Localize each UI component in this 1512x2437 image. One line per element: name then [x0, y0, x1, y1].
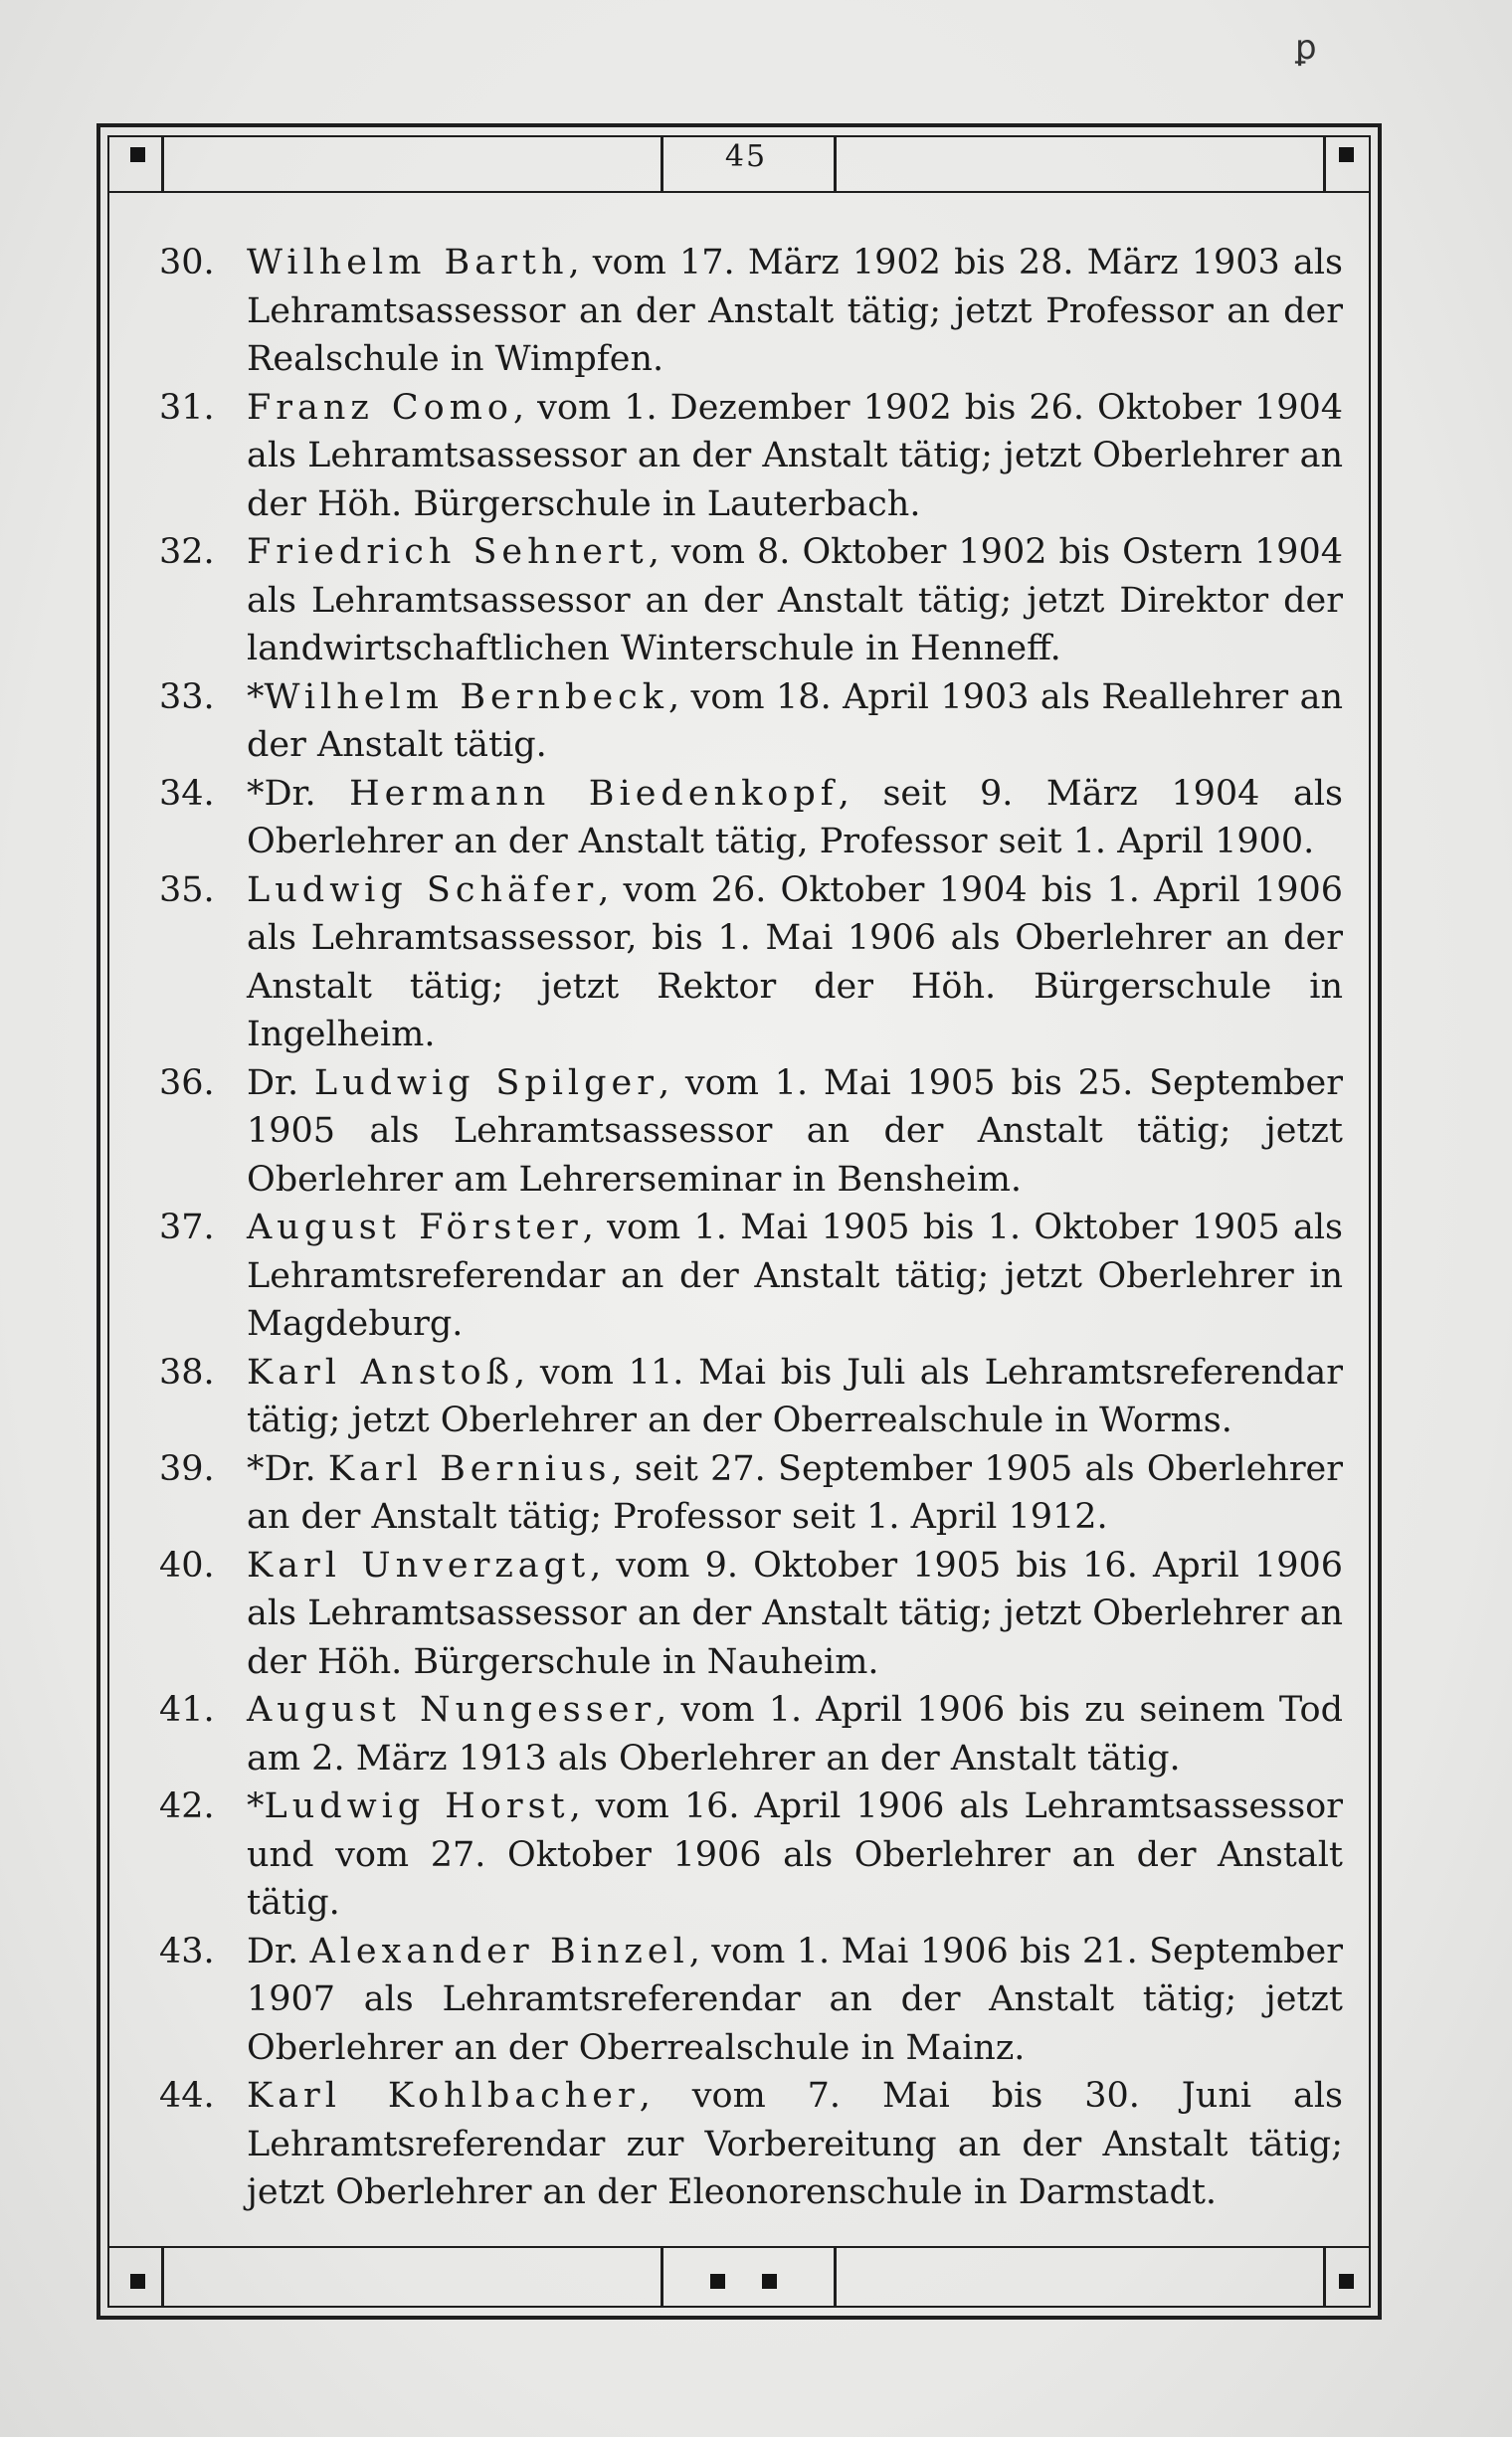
- entry-name: Wilhelm Bernbeck: [264, 676, 668, 717]
- entry-details: , vom 9. Oktober 1905 bis 16. April 1906 als Lehramtsassessor an der Anstalt tätig; jetzt Oberlehrer an der Höh. Bürgerschule in Nauheim.: [247, 1545, 1343, 1682]
- entry-text: [247, 1686, 1343, 1782]
- entry-text: [247, 1059, 1343, 1205]
- entry-name: Karl Kohlbacher: [247, 2076, 640, 2116]
- entry-text: [247, 673, 1343, 770]
- entry-details: , vom 1. Mai 1906 bis 21. September 1907 als Lehramtsreferendar an der Anstalt tätig; jetzt Oberlehrer an der Oberrealschule in Mainz.: [247, 1931, 1343, 2068]
- entry-details: , seit 9. März 1904 als Oberlehrer an der Anstalt tätig, Professor seit 1. April 1900.: [247, 773, 1343, 861]
- entry-name: Ludwig Spilger: [313, 1062, 659, 1103]
- footer-divider-right: [1323, 2248, 1326, 2306]
- entry-number: 36.: [159, 1062, 215, 1103]
- entry-number: 35.: [159, 869, 215, 910]
- entry-number: 31.: [159, 387, 215, 428]
- entry-number: 40.: [159, 1545, 215, 1586]
- footer-rule: [107, 2246, 1371, 2248]
- entry-text: [247, 239, 1343, 384]
- header-divider-center-right: [834, 137, 837, 191]
- list-item: [159, 1686, 1343, 1782]
- ornament-square-icon: [1339, 2274, 1354, 2289]
- footer-divider-center-left: [661, 2248, 663, 2306]
- entry-number: 34.: [159, 773, 215, 814]
- ornament-square-icon: [710, 2274, 725, 2289]
- list-item: [159, 239, 1343, 384]
- entry-number: 43.: [159, 1931, 215, 1971]
- entry-text: [247, 384, 1343, 529]
- list-item: [159, 1782, 1343, 1928]
- entry-prefix: *Dr.: [247, 773, 350, 814]
- ornament-square-icon: [130, 147, 145, 162]
- entry-number: 32.: [159, 532, 215, 572]
- entry-text: [247, 1445, 1343, 1542]
- entry-prefix: *Dr.: [247, 1448, 328, 1489]
- entry-name: Karl Bernius: [327, 1448, 612, 1489]
- header-divider-center-left: [661, 137, 663, 191]
- list-item: [159, 673, 1343, 770]
- entry-text: [247, 528, 1343, 673]
- entry-number: 39.: [159, 1448, 215, 1489]
- entry-details: , vom 1. Dezember 1902 bis 26. Oktober 1904 als Lehramtsassessor an der Anstalt tätig; jetzt Oberlehrer an der Höh. Bürgerschule in Lauterbach.: [247, 387, 1343, 524]
- entry-prefix: *: [247, 1786, 265, 1826]
- entry-details: , seit 27. September 1905 als Oberlehrer an der Anstalt tätig; Professor seit 1. April 1912.: [247, 1448, 1344, 1537]
- entry-text: [247, 1782, 1343, 1928]
- entry-prefix: Dr.: [247, 1062, 314, 1103]
- list-item: [159, 770, 1343, 866]
- entry-number: 30.: [159, 243, 215, 282]
- entry-text: [247, 866, 1343, 1059]
- ornament-square-icon: [1339, 147, 1354, 162]
- list-item: [159, 1542, 1343, 1687]
- entry-number: 33.: [159, 676, 215, 717]
- entry-name: Franz Como: [247, 387, 514, 428]
- header-divider-left: [161, 137, 164, 191]
- entry-number: 37.: [159, 1208, 215, 1247]
- staff-list: [159, 239, 1343, 2217]
- entry-details: , vom 18. April 1903 als Reallehrer an der Anstalt tätig.: [247, 676, 1343, 765]
- entry-text: [247, 2072, 1343, 2217]
- entry-name: Hermann Biedenkopf: [349, 773, 839, 814]
- entry-details: , vom 16. April 1906 als Lehramtsassessor und vom 27. Oktober 1906 als Oberlehrer an der Anstalt tätig.: [247, 1786, 1343, 1923]
- entry-name: Karl Unverzagt: [247, 1545, 591, 1586]
- corner-mark: ꝑ: [1295, 28, 1317, 68]
- entry-details: , vom 17. März 1902 bis 28. März 1903 als Lehramtsassessor an der Anstalt tätig; jetzt Professor an der Realschule in Wimpfen.: [247, 243, 1343, 379]
- list-item: [159, 1349, 1343, 1445]
- entry-name: August Nungesser: [247, 1690, 657, 1730]
- entry-text: [247, 1928, 1343, 2073]
- entry-number: 42.: [159, 1786, 215, 1826]
- list-item: [159, 1445, 1343, 1542]
- entry-name: August Förster: [247, 1208, 583, 1247]
- entry-details: , vom 11. Mai bis Juli als Lehramtsreferendar tätig; jetzt Oberlehrer an der Oberrealschule in Worms.: [247, 1352, 1344, 1440]
- entry-text: [247, 770, 1343, 866]
- header-rule: [107, 191, 1371, 193]
- entry-text: [247, 1204, 1343, 1349]
- list-item: [159, 1928, 1343, 2073]
- entry-details: , vom 8. Oktober 1902 bis Ostern 1904 als Lehramtsassessor an der Anstalt tätig; jetzt Direktor der landwirtschaftlichen Winterschule in Henneff.: [247, 532, 1343, 668]
- list-item: [159, 1204, 1343, 1349]
- footer-divider-left: [161, 2248, 164, 2306]
- entry-text: [247, 1349, 1343, 1445]
- entry-prefix: *: [247, 676, 265, 717]
- entry-text: [247, 1542, 1343, 1687]
- entry-details: , vom 7. Mai bis 30. Juni als Lehramtsreferendar zur Vorbereitung an der Anstalt tätig; jetzt Oberlehrer an der Eleonorenschule in Darmstadt.: [247, 2076, 1343, 2212]
- list-item: [159, 2072, 1343, 2217]
- entry-details: , vom 1. Mai 1905 bis 25. September 1905 als Lehramtsassessor an der Anstalt tätig; jetzt Oberlehrer am Lehrerseminar in Bensheim.: [247, 1062, 1343, 1200]
- entry-name: Karl Anstoß: [247, 1352, 514, 1393]
- entry-number: 44.: [159, 2076, 215, 2116]
- list-item: [159, 528, 1343, 673]
- entry-name: Alexander Binzel: [309, 1931, 689, 1971]
- header-divider-right: [1323, 137, 1326, 191]
- entry-number: 41.: [159, 1690, 215, 1730]
- list-item: [159, 1059, 1343, 1205]
- entry-details: , vom 26. Oktober 1904 bis 1. April 1906 als Lehramtsassessor, bis 1. Mai 1906 als Oberlehrer an der Anstalt tätig; jetzt Rektor der Höh. Bürgerschule in Ingelheim.: [247, 869, 1344, 1054]
- entry-name: Ludwig Schäfer: [247, 869, 599, 910]
- ornament-square-icon: [762, 2274, 777, 2289]
- list-item: [159, 866, 1343, 1059]
- ornament-square-icon: [130, 2274, 145, 2289]
- entry-name: Wilhelm Barth: [247, 243, 569, 282]
- entry-prefix: Dr.: [247, 1931, 310, 1971]
- entry-name: Ludwig Horst: [264, 1786, 570, 1826]
- entry-number: 38.: [159, 1352, 215, 1393]
- page-number: 45: [724, 139, 768, 174]
- footer-divider-center-right: [834, 2248, 837, 2306]
- list-item: [159, 384, 1343, 529]
- entry-name: Friedrich Sehnert: [247, 532, 649, 572]
- entry-details: , vom 1. April 1906 bis zu seinem Tod am 2. März 1913 als Oberlehrer an der Anstalt tätig.: [247, 1690, 1344, 1779]
- entry-details: , vom 1. Mai 1905 bis 1. Oktober 1905 als Lehramtsreferendar an der Anstalt tätig; jetzt Oberlehrer in Magdeburg.: [247, 1208, 1343, 1344]
